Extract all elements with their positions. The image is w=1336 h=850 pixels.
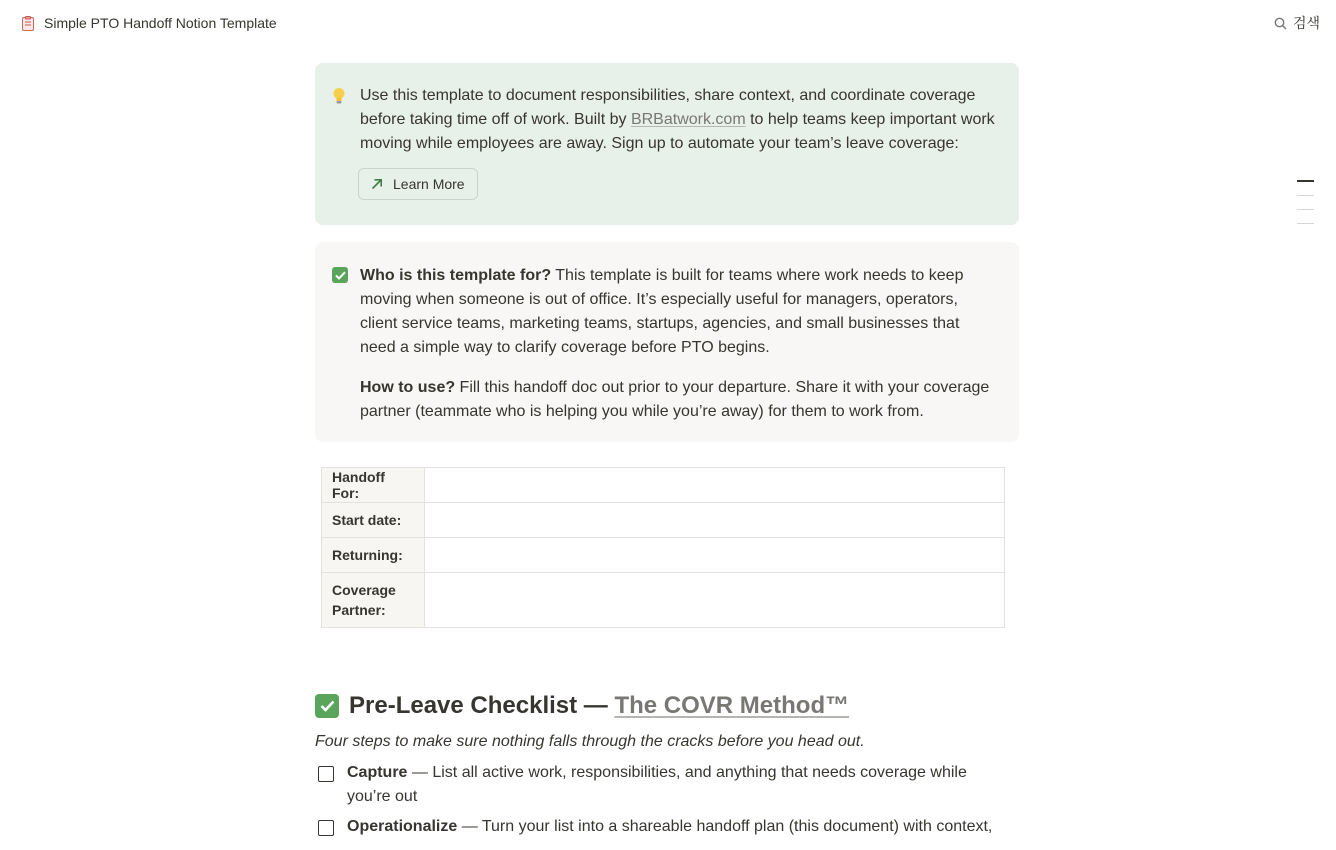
how-paragraph: How to use? Fill this handoff doc out prior to your departure. Share it with your coverage partner (teammate who is helping you while you’re away) for them to work from. bbox=[360, 379, 990, 420]
table-label-cell: Coverage Partner: bbox=[322, 573, 425, 628]
table-value-cell[interactable] bbox=[425, 503, 1005, 538]
how-label: How to use? bbox=[360, 379, 456, 396]
outline-minimap[interactable] bbox=[1297, 180, 1315, 237]
outline-mark[interactable] bbox=[1297, 209, 1314, 210]
arrow-up-right-icon bbox=[371, 178, 383, 190]
search-button[interactable] bbox=[1274, 13, 1320, 33]
check-box-icon bbox=[332, 267, 348, 283]
intro-text: Use this template to document responsibilities, share context, and coordinate coverage before taking time off of work. Built by BRBatwork.com to help teams keep important work moving while employees are away. Sign up to automate your team’s leave coverage: bbox=[360, 87, 995, 152]
lightbulb-icon bbox=[332, 87, 346, 105]
top-bar bbox=[0, 0, 1336, 48]
table-row bbox=[322, 468, 1005, 503]
todo-label: Operationalize bbox=[347, 818, 458, 835]
todo-checkbox[interactable] bbox=[318, 766, 334, 782]
search-icon bbox=[1274, 17, 1287, 30]
table-label-cell: Start date: bbox=[322, 503, 425, 538]
info-callout bbox=[315, 242, 1019, 442]
who-paragraph: Who is this template for? This template is built for teams where work needs to keep moving when someone is out of office. It’s especially useful for managers, operators, client service teams, marketing teams, startups, agencies, and small businesses that need a simple way to clarify coverage before PTO begins. bbox=[360, 267, 964, 356]
todo-item: Capture — List all active work, responsibilities, and anything that needs coverage while you’re out bbox=[315, 761, 1019, 809]
clipboard-icon bbox=[22, 16, 34, 31]
learn-more-button[interactable] bbox=[358, 168, 478, 200]
page-title[interactable]: Simple PTO Handoff Notion Template bbox=[44, 15, 277, 31]
table-value-cell[interactable] bbox=[425, 573, 1005, 628]
todo-item: Operationalize — Turn your list into a shareable handoff plan (this document) with context, bbox=[315, 815, 1019, 839]
brbatwork-link[interactable]: BRBatwork.com bbox=[630, 111, 746, 128]
covr-method-link[interactable]: The COVR Method™ bbox=[614, 692, 850, 719]
table-value-cell[interactable] bbox=[425, 538, 1005, 573]
table-label-cell: Handoff For: bbox=[322, 468, 425, 503]
page-content bbox=[315, 63, 1019, 839]
intro-callout bbox=[315, 63, 1019, 225]
search-label: 검색 bbox=[1292, 15, 1320, 31]
checklist-heading: Pre-Leave Checklist — The COVR Method™ bbox=[315, 690, 1019, 722]
outline-mark[interactable] bbox=[1297, 195, 1314, 196]
todo-label: Capture bbox=[347, 764, 408, 781]
table-row bbox=[322, 538, 1005, 573]
outline-mark[interactable] bbox=[1297, 223, 1314, 224]
table-row bbox=[322, 503, 1005, 538]
outline-mark[interactable] bbox=[1297, 180, 1314, 182]
todo-checkbox[interactable] bbox=[318, 820, 334, 836]
checklist-subtitle: Four steps to make sure nothing falls through the cracks before you head out. bbox=[315, 733, 865, 750]
who-label: Who is this template for? bbox=[360, 267, 552, 284]
table-value-cell[interactable] bbox=[425, 468, 1005, 503]
handoff-table bbox=[321, 467, 1005, 628]
table-label-cell: Returning: bbox=[322, 538, 425, 573]
learn-more-label: Learn More bbox=[393, 176, 465, 192]
table-row bbox=[322, 573, 1005, 628]
check-box-icon bbox=[315, 694, 339, 718]
